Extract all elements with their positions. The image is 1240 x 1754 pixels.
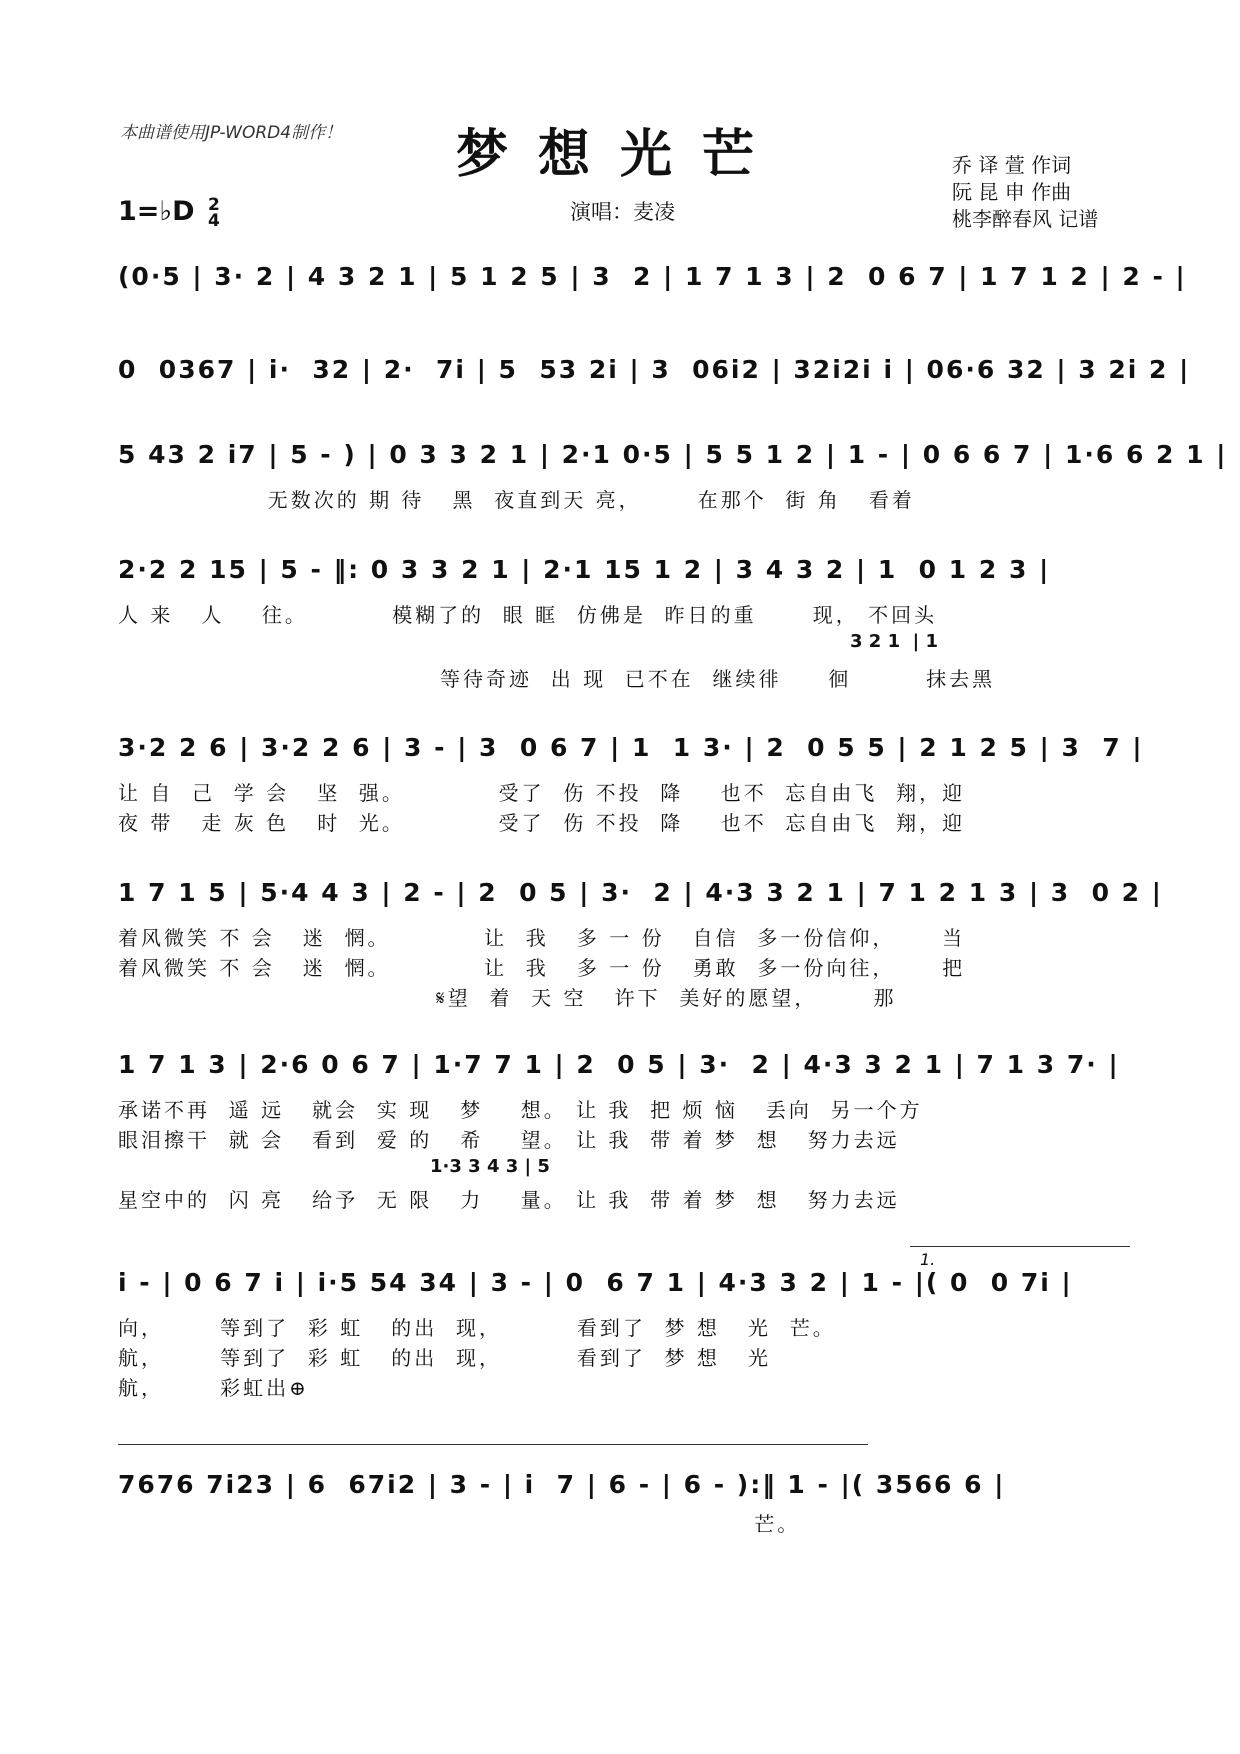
lyrics-row-6-line-2: 着风微笑 不 会 迷 惘。 让 我 多 一 份 勇敢 多一份向往， 把 <box>118 956 966 980</box>
notes-row-7: 1 7 1 3 | 2·6 0 6 7 | 1·7 7 1 | 2 0 5 | 3· 2 | 4·3 3 2 1 | 7 1 3 7· | <box>118 1050 1120 1079</box>
notes-row-6: 1 7 1 5 | 5·4 4 3 | 2 - | 2 0 5 | 3· 2 | 4·3 3 2 1 | 7 1 2 1 3 | 3 0 2 | <box>118 878 1163 907</box>
song-title: 梦想光芒 <box>455 124 784 185</box>
lyrics-row-7-line-1: 承诺不再 遥 远 就会 实 现 梦 想。 让 我 把 烦 恼 丢向 另一个方 <box>118 1098 923 1122</box>
alt-notes-row-7: 1·3 3 4 3 | 5 <box>430 1156 550 1177</box>
lyrics-row-4-line-1: 人 来 人 往。 模糊了的 眼 眶 仿佛是 昨日的重 现， 不回头 <box>118 603 938 627</box>
notes-row-9: 7676 7i23 | 6 67i2 | 3 - | i 7 | 6 - | 6 - ):‖ 1 - |( 3566 6 | <box>118 1470 1006 1499</box>
repeat-bracket <box>118 1444 868 1445</box>
lyrics-row-9-line-1: 芒。 <box>118 1512 801 1536</box>
lyrics-row-3-line-1: 无数次的 期 待 黑 夜直到天 亮， 在那个 街 角 看着 <box>118 488 915 512</box>
software-note: 本曲谱使用JP-WORD4制作！ <box>120 123 343 143</box>
lyricist: 乔 译 萱 作词 <box>952 153 1072 177</box>
lyrics-row-6-line-3: 𝄋望 着 天 空 许下 美好的愿望， 那 <box>118 986 897 1010</box>
time-denominator: 4 <box>207 210 220 231</box>
credits <box>952 152 1098 233</box>
lyrics-row-8-line-2: 航， 等到了 彩 虹 的出 现， 看到了 梦 想 光 <box>118 1346 772 1370</box>
lyrics-row-5-line-1: 让 自 己 学 会 坚 强。 受了 伤 不投 降 也不 忘自由飞 翔，迎 <box>118 781 966 805</box>
key-label: 1=♭D <box>118 196 195 227</box>
lyrics-row-7-line-2: 眼泪擦干 就 会 看到 爱 的 希 望。 让 我 带 着 梦 想 努力去远 <box>118 1128 900 1152</box>
volta-label: 1. <box>920 1250 936 1269</box>
alt-notes-row-4: 3 2 1 | 1 <box>850 631 939 652</box>
lyrics-row-4-line-2: 等待奇迹 出 现 已不在 继续徘 徊 抹去黑 <box>440 667 996 691</box>
notes-row-4: 2·2 2 15 | 5 - ‖: 0 3 3 2 1 | 2·1 15 1 2 | 3 4 3 2 | 1 0 1 2 3 | <box>118 555 1051 584</box>
lyrics-row-8-line-1: 向， 等到了 彩 虹 的出 现， 看到了 梦 想 光 芒。 <box>118 1316 836 1340</box>
lyrics-row-7-line-3: 星空中的 闪 亮 给予 无 限 力 量。 让 我 带 着 梦 想 努力去远 <box>118 1188 900 1212</box>
lyrics-row-6-line-1: 着风微笑 不 会 迷 惘。 让 我 多 一 份 自信 多一份信仰， 当 <box>118 926 966 950</box>
transcriber: 桃李醉春风 记谱 <box>952 207 1099 231</box>
notes-row-1: (0·5 | 3· 2 | 4 3 2 1 | 5 1 2 5 | 3 2 | 1 7 1 3 | 2 0 6 7 | 1 7 1 2 | 2 - | <box>118 262 1187 291</box>
notes-row-8: i - | 0 6 7 i | i·5 54 34 | 3 - | 0 6 7 1 | 4·3 3 2 | 1 - |( 0 0 7i | <box>118 1268 1073 1297</box>
lyrics-row-8-line-3: 航， 彩虹出⊕ <box>118 1376 309 1400</box>
volta-bracket <box>910 1246 1130 1247</box>
time-signature <box>207 194 220 231</box>
lyrics-row-5-line-2: 夜 带 走 灰 色 时 光。 受了 伤 不投 降 也不 忘自由飞 翔，迎 <box>118 811 966 835</box>
notes-row-3: 5 43 2 i7 | 5 - ) | 0 3 3 2 1 | 2·1 0·5 | 5 5 1 2 | 1 - | 0 6 6 7 | 1·6 6 2 1 | <box>118 440 1228 469</box>
composer: 阮 昆 申 作曲 <box>952 180 1072 204</box>
notes-row-5: 3·2 2 6 | 3·2 2 6 | 3 - | 3 0 6 7 | 1 1 3· | 2 0 5 5 | 2 1 2 5 | 3 7 | <box>118 733 1144 762</box>
time-numerator: 2 <box>207 194 220 215</box>
notes-row-2: 0 0367 | i· 32 | 2· 7i | 5 53 2i | 3 06i2 | 32i2i i | 06·6 32 | 3 2i 2 | <box>118 355 1191 384</box>
singer: 演唱：麦凌 <box>570 200 675 224</box>
key-signature <box>118 196 220 229</box>
